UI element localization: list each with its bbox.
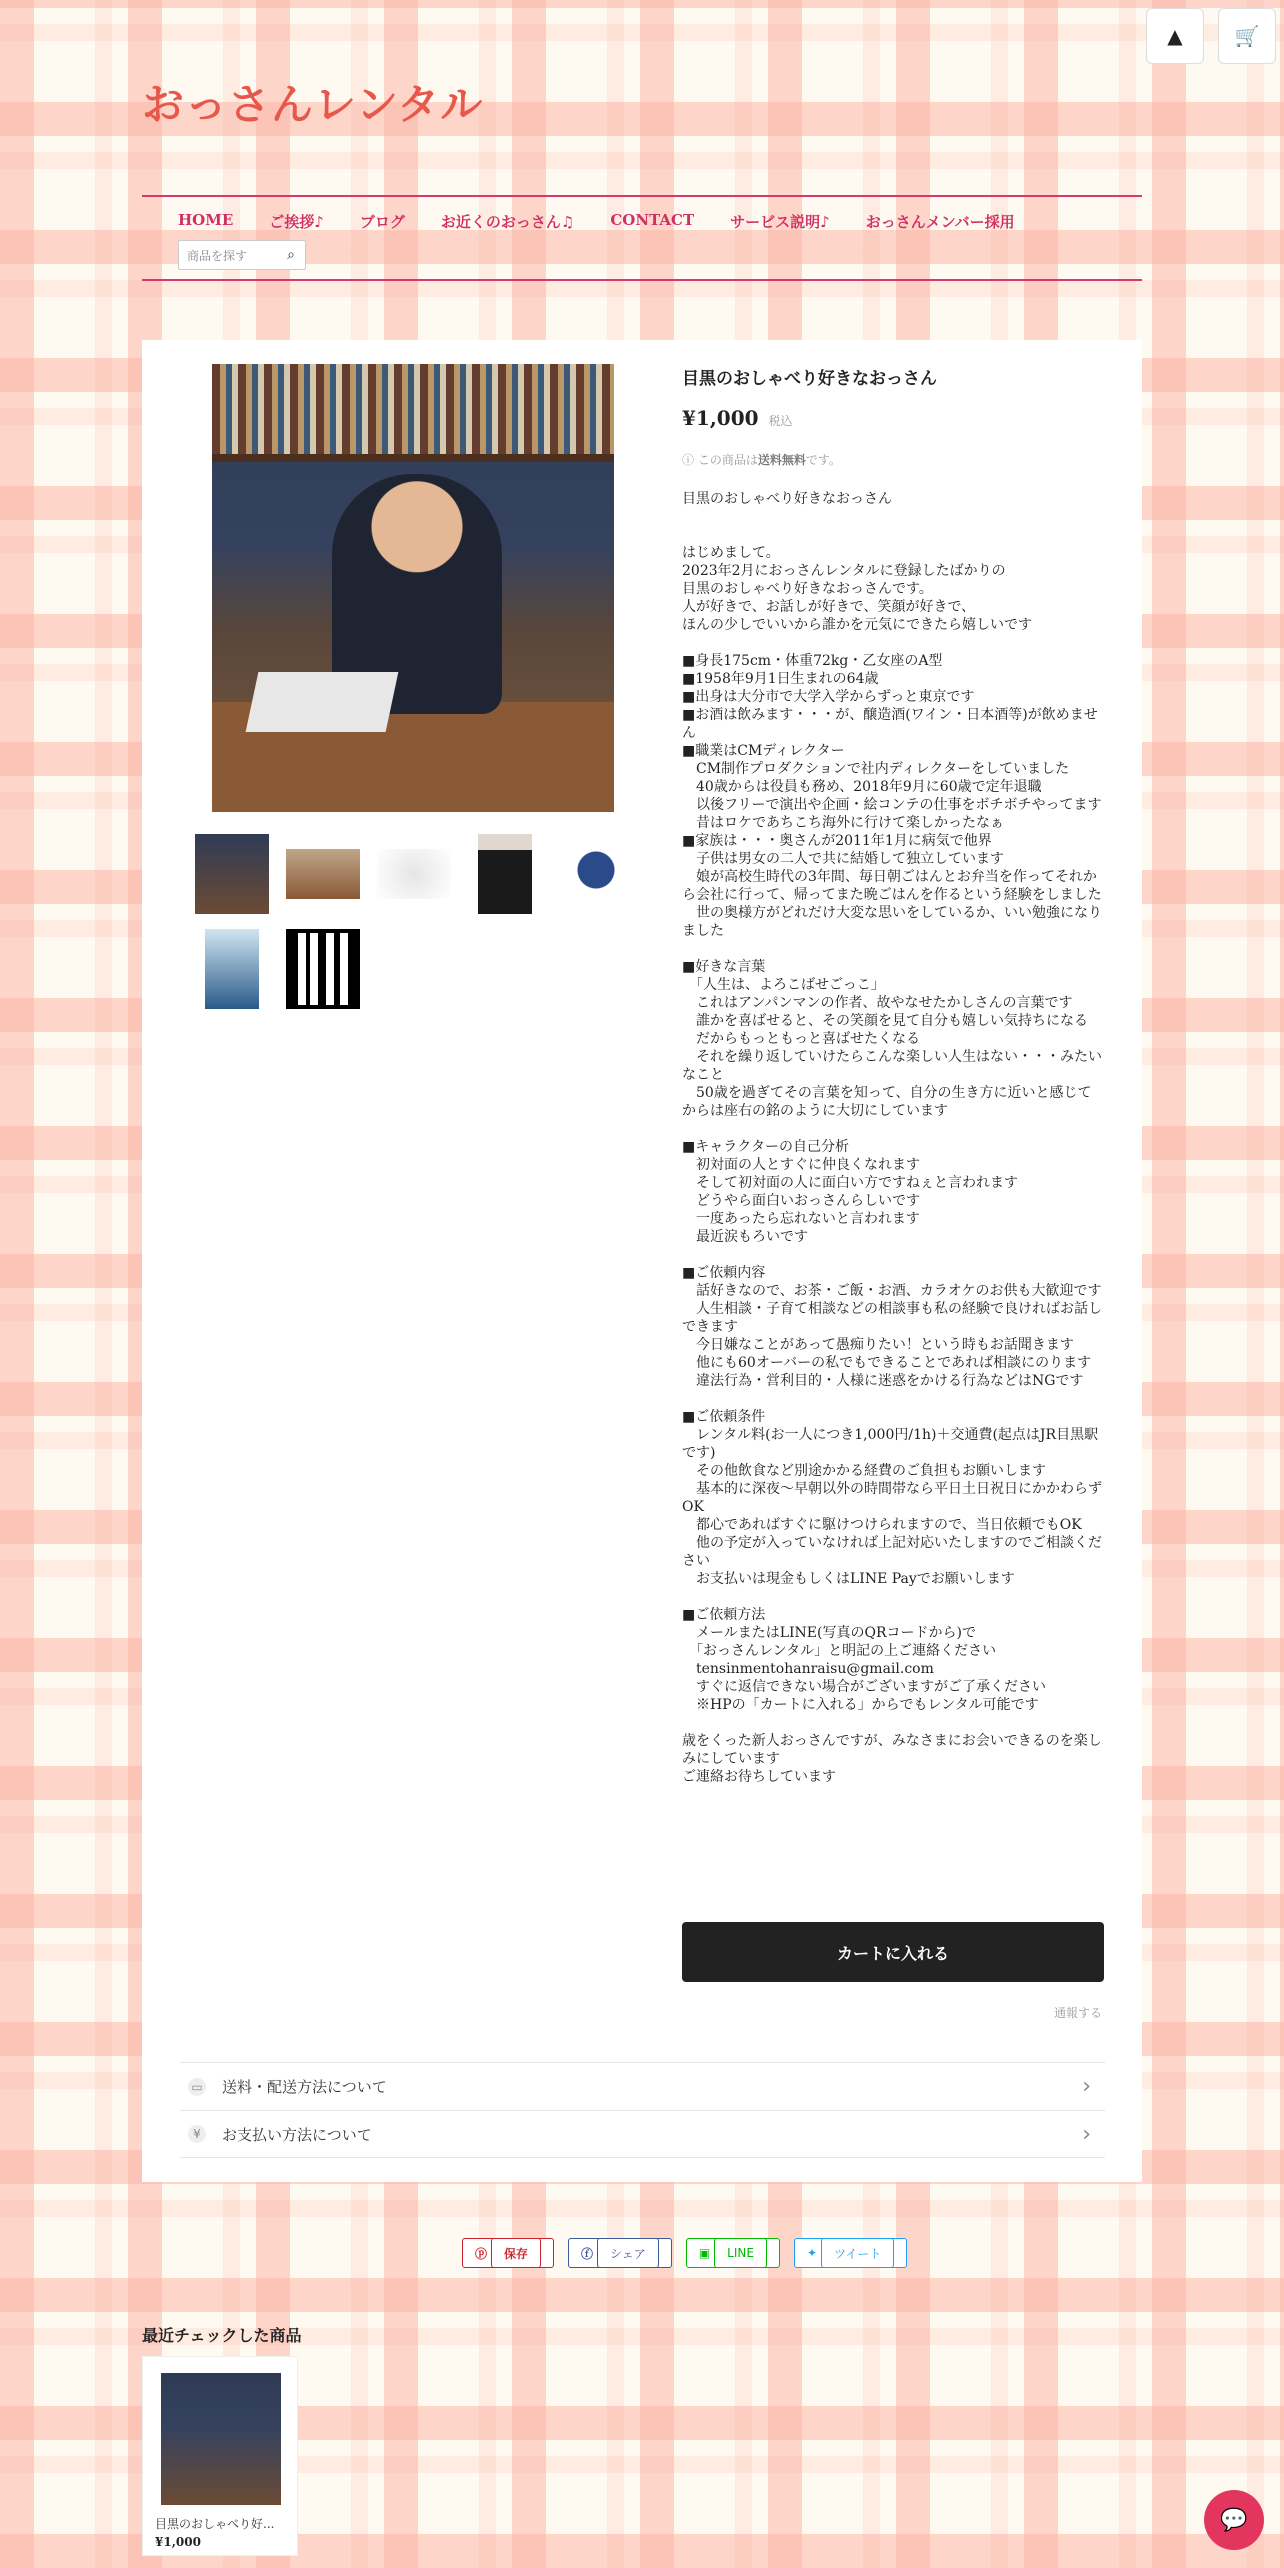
thumbnail[interactable] [550, 826, 641, 921]
chevron-right-icon: › [1082, 2074, 1091, 2099]
payment-info-row[interactable] [180, 2110, 1105, 2158]
pinterest-icon: ⓟ [475, 2246, 488, 2261]
info-icon: ⓘ [682, 453, 698, 467]
tax-label: 税込 [768, 414, 793, 428]
recent-item-card[interactable] [142, 2356, 298, 2556]
thumbnail[interactable] [459, 826, 550, 921]
facebook-label: シェア [597, 2238, 659, 2268]
nav-home[interactable]: HOME [178, 211, 234, 229]
thumbnail[interactable] [186, 826, 277, 921]
nav-service[interactable]: サービス説明♪ [730, 213, 830, 231]
pinterest-save-button[interactable] [462, 2238, 554, 2268]
twitter-icon: ✦ [806, 2246, 818, 2260]
thumbnail-qr-code[interactable] [277, 921, 368, 1016]
share-buttons [462, 2238, 907, 2268]
line-label: LINE [714, 2238, 767, 2268]
shipping-note-bold: 送料無料 [757, 453, 806, 467]
nav-recruit[interactable]: おっさんメンバー採用 [865, 213, 1015, 231]
main-nav [142, 195, 1142, 281]
coin-icon: ¥ [188, 2125, 206, 2143]
line-share-button[interactable] [686, 2238, 780, 2268]
shipping-info-row[interactable] [180, 2062, 1105, 2110]
product-description: 目黒のおしゃべり好きなおっさん はじめまして。 2023年2月におっさんレンタルに登録したばかりの 目黒のおしゃべり好きなおっさんです。 人が好きで、お話しが好きで、笑顔が好きで、 ほんの少しでいいから誰かを元気にできたら嬉しいです ■身長175cm・体重72kg・乙女座のA型 ■1958年9月1日生まれの64歳 ■出身は大分市で大学入学からずっと東京です ■お酒は飲みます・・・が、醸造酒(ワイン・日本酒等)が飲めません ■職業はCMディレクター CM制作プロダクションで社内ディレクターをしていました 40歳からは役員も務め、2018年9月に60歳で定年退職 以後フリーで演出や企画・絵コンテの仕事をボチボチやってます 昔はロケであちこち海外に行けて楽しかったなぁ ■家族は・・・奥さんが2011年1月に病気で他界 子供は男女の二人で共に結婚して独立しています 娘が高校生時代の3年間、毎日朝ごはんとお弁当を作ってそれから会社に行って、帰ってまた晩ごはんを作るという経験をしました 世の奥様方がどれだけ大変な思いをしているか、いい勉強になりました ■好きな言葉 「人生は、よろこばせごっこ」 これはアンパンマンの作者、故やなせたかしさんの言葉です 誰かを喜ばせると、その笑顔を見て自分も嬉しい気持ちになる だからもっともっと喜ばせたくなる それを繰り返していけたらこんな楽しい人生はない・・・みたいなこと 50歳を過ぎてその言葉を知って、自分の生き方に近いと感じてからは座右の銘のように大切にしています ■キャラクターの自己分析 初対面の人とすぐに仲良くなれます そして初対面の人に面白い方ですねぇと言われます どうやら面白いおっさんらしいです 一度あったら忘れないと言われます 最近涙もろいです ■ご依頼内容 話好きなので、お茶・ご飯・お酒、カラオケのお供も大歓迎です 人生相談・子育て相談などの相談事も私の経験で良ければお話しできます 今日嫌なことがあって愚痴りたい！という時もお話聞きます 他にも60オーバーの私でもできることであれば相談にのります 違法行為・営利目的・人様に迷惑をかける行為などはNGです ■ご依頼条件 レンタル料(お一人につき1,000円/1h)＋交通費(起点はJR目黒駅です) その他飲食など別途かかる経費のご負担もお願いします 基本的に深夜〜早朝以外の時間帯なら平日土日祝日にかかわらずOK 都心であればすぐに駆けつけられますので、当日依頼でもOK 他の予定が入っていなければ上記対応いたしますのでご相談ください お支払いは現金もしくはLINE Payでお願いします ■ご依頼方法 メールまたはLINE(写真のQRコードから)で 「おっさんレンタル」と明記の上ご連絡ください tensinmentohanraisu@gmail.com すぐに返信できない場合がございますがご了承ください ※HPの「カートに入れる」からでもレンタル可能です 歳をくった新人おっさんですが、みなさまにお会いできるのを楽しみにしています ご連絡お待ちしています [682, 491, 1102, 1785]
search-icon[interactable]: ⌕ [287, 247, 295, 263]
twitter-share-button[interactable] [794, 2238, 907, 2268]
twitter-label: ツイート [821, 2238, 894, 2268]
shipping-note [682, 451, 841, 468]
facebook-share-button[interactable] [568, 2238, 672, 2268]
thumbnail[interactable] [277, 826, 368, 921]
nav-greeting[interactable]: ご挨拶♪ [269, 213, 324, 231]
search-placeholder: 商品を探す [187, 248, 248, 263]
line-icon: ▣ [698, 2246, 711, 2260]
product-price [682, 406, 793, 430]
shipping-info-label: 送料・配送方法について [222, 2078, 387, 2096]
chat-icon[interactable]: 💬 [1204, 2490, 1264, 2550]
chevron-right-icon: › [1082, 2121, 1091, 2147]
nav-blog[interactable]: ブログ [359, 213, 405, 231]
tent-icon[interactable]: ▲ [1146, 8, 1204, 64]
top-icons [1146, 8, 1276, 64]
product-main-image[interactable] [212, 364, 614, 812]
pinterest-label: 保存 [491, 2238, 541, 2268]
thumbnail-list [186, 826, 641, 1016]
thumbnail[interactable] [186, 921, 277, 1016]
shipping-note-post: です。 [805, 453, 841, 467]
product-title: 目黒のおしゃべり好きなおっさん [682, 369, 937, 389]
recent-item-price: ¥1,000 [155, 2535, 201, 2549]
recent-title: 最近チェックした商品 [142, 2326, 302, 2345]
cart-icon[interactable]: 🛒 [1218, 8, 1276, 64]
truck-icon: ▭ [188, 2078, 206, 2096]
price-value: ¥1,000 [682, 406, 759, 430]
product-card [142, 340, 1142, 2182]
add-to-cart-button[interactable]: カートに入れる [682, 1922, 1104, 1982]
recent-item-name: 目黒のおしゃべり好... [155, 2517, 275, 2531]
recent-item-image[interactable] [161, 2373, 281, 2505]
shipping-note-pre: この商品は [697, 453, 758, 467]
site-logo[interactable]: おっさんレンタル [142, 80, 484, 129]
thumbnail[interactable] [368, 826, 459, 921]
report-link[interactable]: 通報する [1053, 2006, 1102, 2020]
facebook-icon: ⓕ [581, 2246, 594, 2261]
search-input[interactable] [178, 240, 306, 270]
nav-contact[interactable]: CONTACT [610, 211, 695, 229]
nav-nearby[interactable]: お近くのおっさん♫ [440, 213, 575, 231]
payment-info-label: お支払い方法について [222, 2125, 372, 2144]
